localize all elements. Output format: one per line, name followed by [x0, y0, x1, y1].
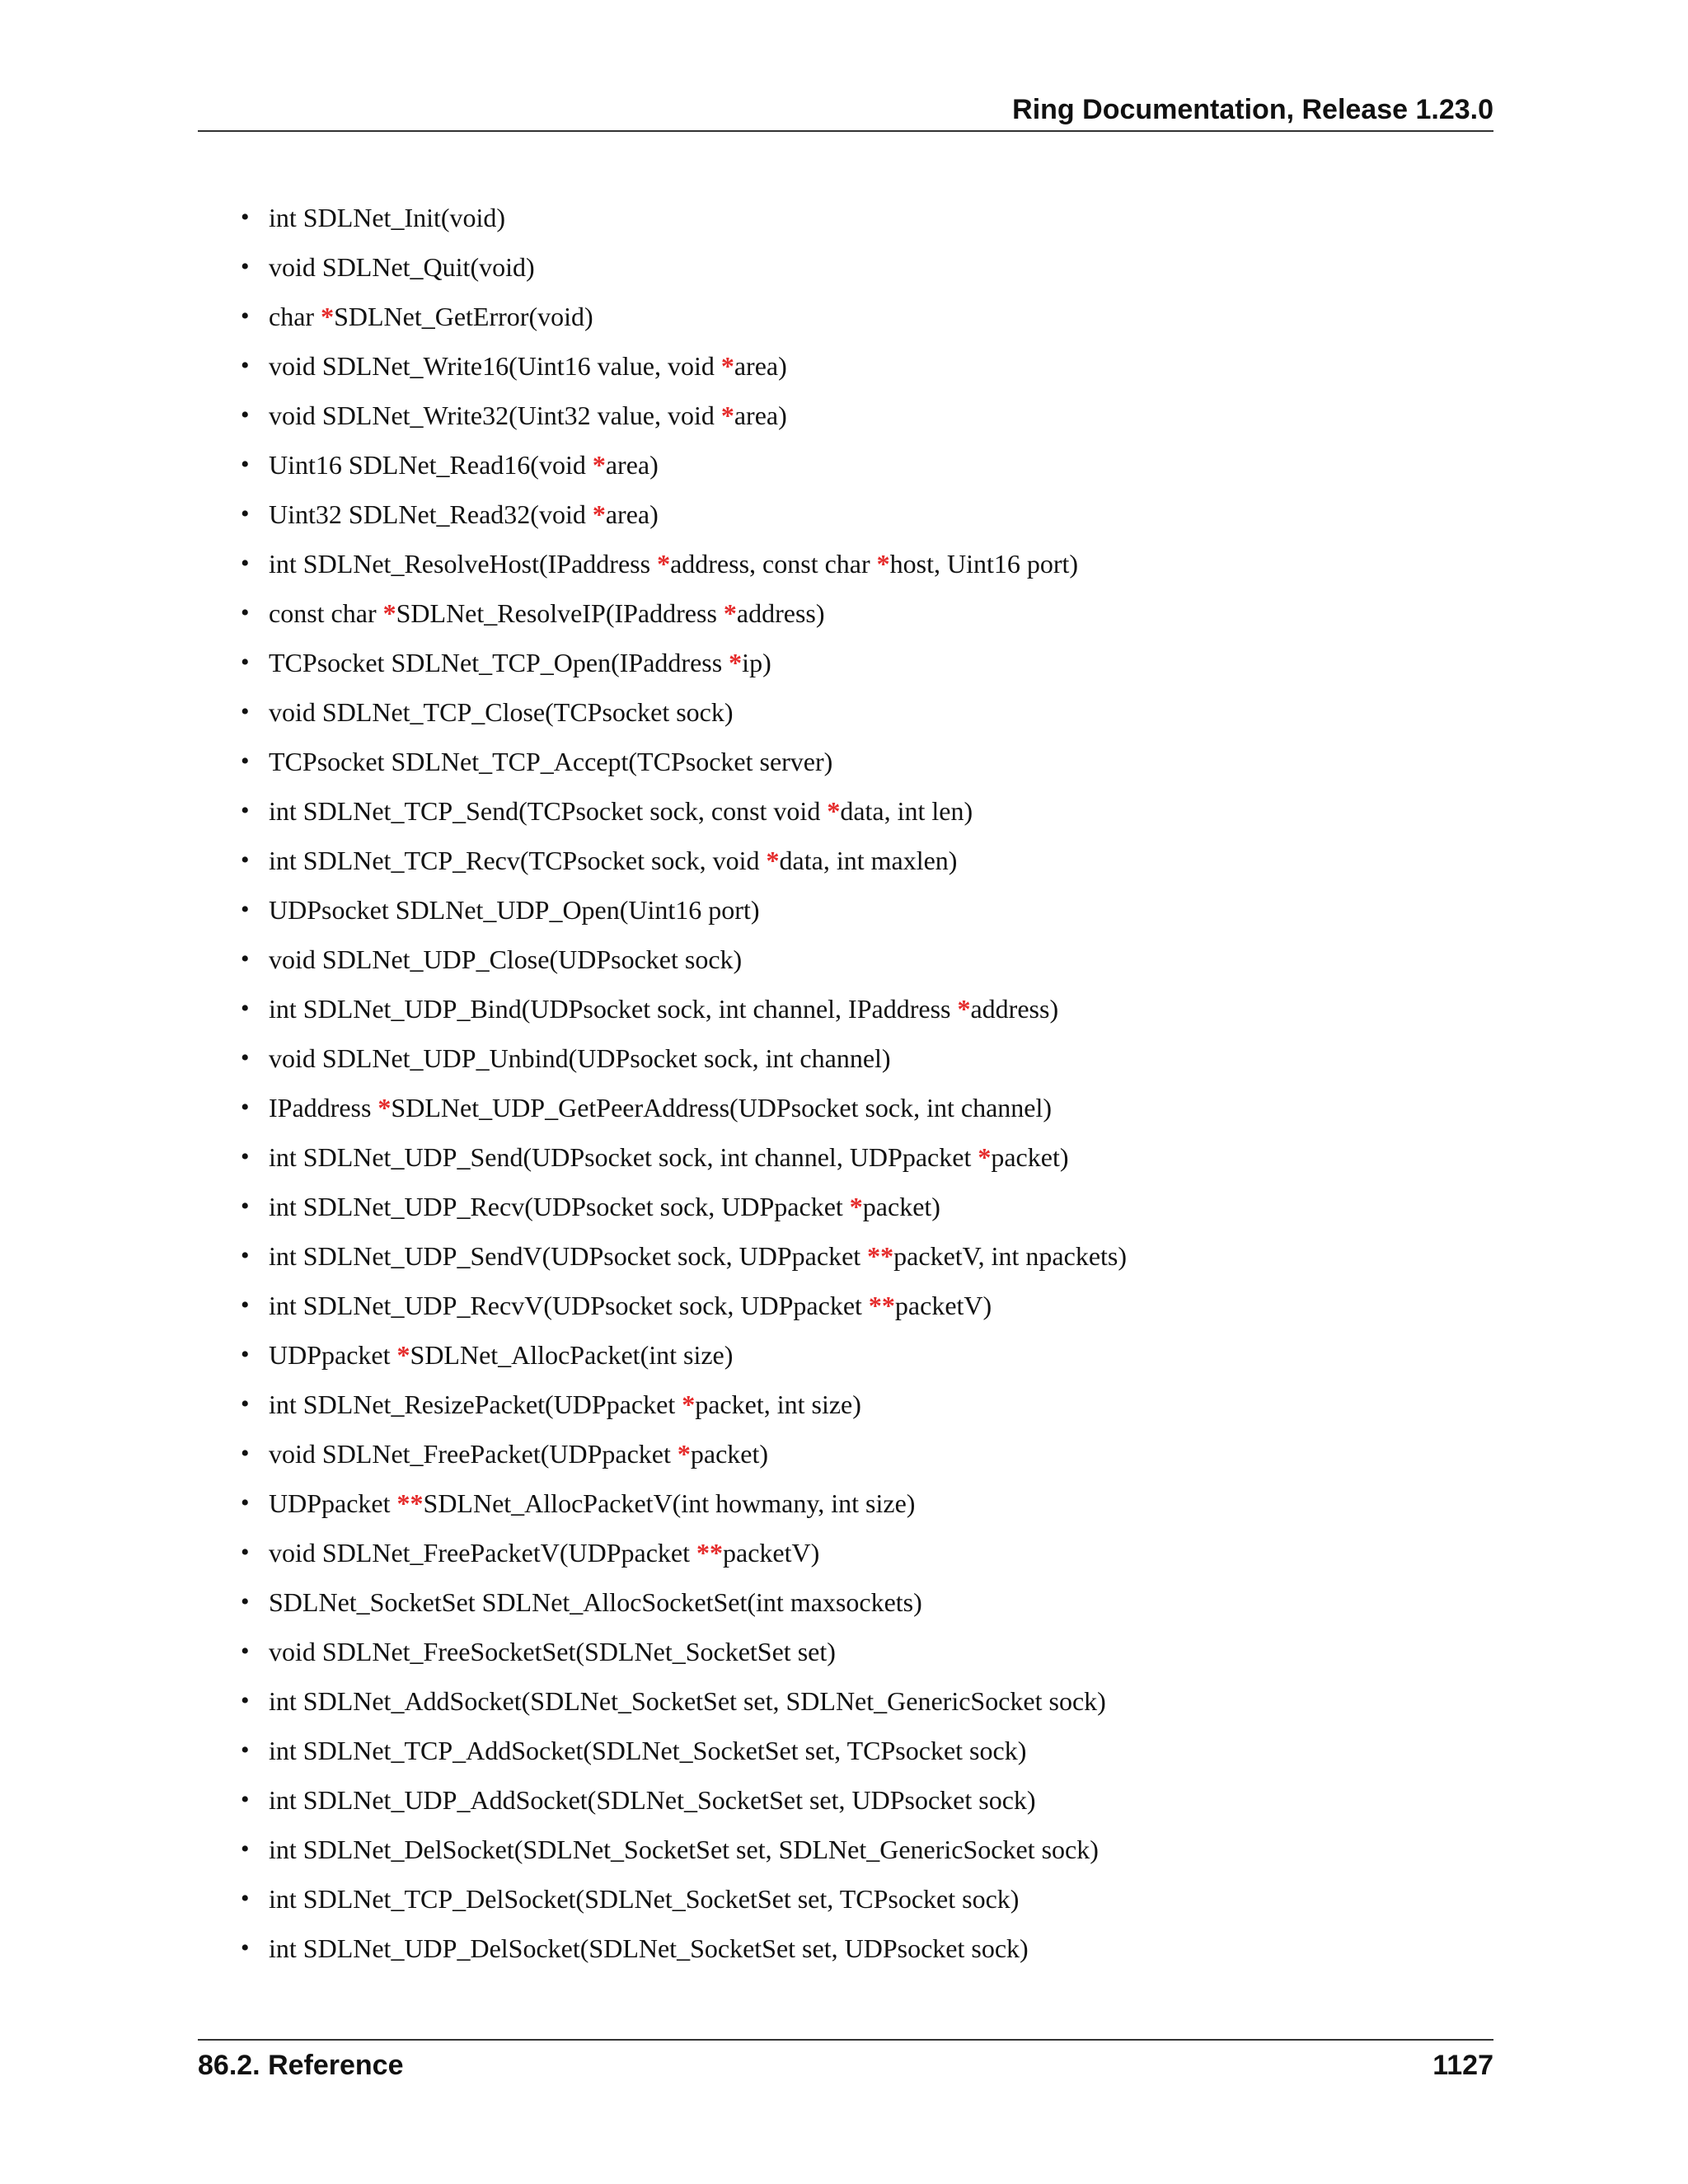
pointer-star: *	[766, 846, 780, 875]
function-signature-item	[241, 640, 1477, 689]
bullet-icon: •	[241, 846, 250, 874]
footer-rule	[198, 2039, 1493, 2041]
function-signature-item	[241, 1282, 1477, 1332]
signature-text: void SDLNet_FreePacketV(UDPpacket	[269, 1538, 696, 1568]
bullet-icon: •	[241, 1835, 250, 1863]
bullet-icon: •	[241, 1736, 250, 1764]
function-signature-item	[241, 1777, 1477, 1826]
bullet-icon: •	[241, 1044, 250, 1071]
function-signature-item	[241, 936, 1477, 986]
document-title: Ring Documentation, Release 1.23.0	[1012, 94, 1493, 125]
function-signature-item	[241, 1678, 1477, 1727]
signature-text: UDPpacket	[269, 1488, 397, 1518]
function-signature-item	[241, 590, 1477, 640]
function-signature-item	[241, 738, 1477, 788]
signature-text: int SDLNet_UDP_DelSocket(SDLNet_SocketSet set, UDPsocket sock)	[269, 1933, 1029, 1963]
signature-text: void SDLNet_Quit(void)	[269, 252, 535, 282]
bullet-icon: •	[241, 352, 250, 379]
function-signature-item	[241, 788, 1477, 837]
signature-text: packetV, int npackets)	[893, 1241, 1128, 1271]
signature-text: address)	[970, 994, 1059, 1024]
bullet-icon: •	[241, 1539, 250, 1566]
signature-text: UDPpacket	[269, 1340, 397, 1370]
bullet-icon: •	[241, 204, 250, 231]
signature-text: packet)	[862, 1192, 940, 1221]
function-signature-item	[241, 1727, 1477, 1777]
signature-text: packet)	[991, 1142, 1069, 1172]
signature-text: Uint32 SDLNet_Read32(void	[269, 499, 593, 529]
function-signature-item	[241, 541, 1477, 590]
pointer-star: *	[723, 598, 737, 628]
bullet-icon: •	[241, 550, 250, 577]
function-signature-item	[241, 1480, 1477, 1530]
signature-text: int SDLNet_TCP_Send(TCPsocket sock, const void	[269, 796, 828, 826]
signature-text: int SDLNet_AddSocket(SDLNet_SocketSet set, SDLNet_GenericSocket sock)	[269, 1686, 1106, 1716]
function-signature-item	[241, 1332, 1477, 1381]
bullet-icon: •	[241, 896, 250, 923]
signature-text: area)	[605, 450, 659, 480]
pointer-star: *	[592, 450, 606, 480]
pointer-star: *	[849, 1192, 863, 1221]
signature-text: char	[269, 302, 321, 331]
signature-text: data, int maxlen)	[779, 846, 958, 875]
function-list	[241, 194, 1477, 1975]
pointer-star: *	[396, 1340, 410, 1370]
function-signature-item	[241, 1134, 1477, 1183]
signature-text: area)	[605, 499, 659, 529]
signature-text: TCPsocket SDLNet_TCP_Accept(TCPsocket server)	[269, 747, 833, 776]
function-signature-item	[241, 343, 1477, 392]
function-signature-item	[241, 293, 1477, 343]
bullet-icon: •	[241, 1193, 250, 1220]
signature-text: packetV)	[894, 1291, 992, 1320]
signature-text: SDLNet_SocketSet SDLNet_AllocSocketSet(int maxsockets)	[269, 1587, 922, 1617]
bullet-icon: •	[241, 1341, 250, 1368]
signature-text: void SDLNet_UDP_Unbind(UDPsocket sock, int channel)	[269, 1043, 891, 1073]
bullet-icon: •	[241, 1885, 250, 1912]
bullet-icon: •	[241, 1588, 250, 1615]
function-signature-item	[241, 1925, 1477, 1975]
signature-text: SDLNet_ResolveIP(IPaddress	[396, 598, 724, 628]
bullet-icon: •	[241, 1786, 250, 1813]
signature-text: host, Uint16 port)	[889, 549, 1079, 579]
pointer-star: *	[657, 549, 671, 579]
function-signature-item	[241, 442, 1477, 491]
signature-text: SDLNet_AllocPacket(int size)	[410, 1340, 734, 1370]
function-signature-item	[241, 1183, 1477, 1233]
signature-text: int SDLNet_UDP_AddSocket(SDLNet_SocketSet set, UDPsocket sock)	[269, 1785, 1036, 1815]
signature-text: data, int len)	[840, 796, 973, 826]
pointer-star: *	[729, 648, 743, 677]
signature-text: void SDLNet_Write32(Uint32 value, void	[269, 401, 721, 430]
function-signature-item	[241, 1579, 1477, 1629]
function-signature-item	[241, 1035, 1477, 1085]
running-header	[198, 89, 1493, 130]
function-signature-item	[241, 1381, 1477, 1431]
signature-text: IPaddress	[269, 1093, 378, 1122]
bullet-icon: •	[241, 1934, 250, 1961]
signature-text: int SDLNet_UDP_Recv(UDPsocket sock, UDPpacket	[269, 1192, 850, 1221]
bullet-icon: •	[241, 599, 250, 626]
function-signature-item	[241, 986, 1477, 1035]
bullet-icon: •	[241, 797, 250, 824]
signature-text: area)	[734, 401, 787, 430]
signature-text: void SDLNet_FreePacket(UDPpacket	[269, 1439, 678, 1469]
signature-text: int SDLNet_Init(void)	[269, 203, 506, 232]
signature-text: SDLNet_UDP_GetPeerAddress(UDPsocket sock, int channel)	[391, 1093, 1053, 1122]
pointer-star: *	[720, 401, 734, 430]
running-footer	[198, 2042, 1493, 2088]
signature-text: int SDLNet_UDP_RecvV(UDPsocket sock, UDPpacket	[269, 1291, 869, 1320]
signature-text: TCPsocket SDLNet_TCP_Open(IPaddress	[269, 648, 729, 677]
bullet-icon: •	[241, 451, 250, 478]
signature-text: packetV)	[722, 1538, 820, 1568]
signature-text: address, const char	[670, 549, 877, 579]
bullet-icon: •	[241, 995, 250, 1022]
bullet-icon: •	[241, 1143, 250, 1170]
bullet-icon: •	[241, 302, 250, 330]
bullet-icon: •	[241, 649, 250, 676]
function-signature-item	[241, 1826, 1477, 1876]
pointer-star: **	[396, 1488, 424, 1518]
pointer-star: *	[321, 302, 335, 331]
function-signature-item	[241, 1629, 1477, 1678]
page-number: 1127	[1432, 2050, 1493, 2081]
signature-text: Uint16 SDLNet_Read16(void	[269, 450, 593, 480]
section-label: 86.2. Reference	[198, 2050, 404, 2081]
signature-text: int SDLNet_ResizePacket(UDPpacket	[269, 1390, 682, 1419]
pointer-star: **	[868, 1291, 895, 1320]
bullet-icon: •	[241, 401, 250, 429]
function-signature-item	[241, 194, 1477, 244]
signature-text: SDLNet_AllocPacketV(int howmany, int size)	[423, 1488, 916, 1518]
function-signature-item	[241, 1431, 1477, 1480]
function-signature-item	[241, 837, 1477, 887]
bullet-icon: •	[241, 1440, 250, 1467]
function-signature-item	[241, 1876, 1477, 1925]
signature-text: UDPsocket SDLNet_UDP_Open(Uint16 port)	[269, 895, 760, 925]
bullet-icon: •	[241, 698, 250, 725]
pointer-star: *	[720, 351, 734, 381]
bullet-icon: •	[241, 500, 250, 527]
pointer-star: *	[592, 499, 606, 529]
function-signature-item	[241, 689, 1477, 738]
bullet-icon: •	[241, 945, 250, 972]
signature-text: void SDLNet_FreeSocketSet(SDLNet_SocketSet set)	[269, 1637, 836, 1666]
signature-text: void SDLNet_UDP_Close(UDPsocket sock)	[269, 944, 743, 974]
pointer-star: *	[682, 1390, 696, 1419]
signature-text: int SDLNet_TCP_DelSocket(SDLNet_SocketSet set, TCPsocket sock)	[269, 1884, 1020, 1914]
signature-text: int SDLNet_UDP_Send(UDPsocket sock, int channel, UDPpacket	[269, 1142, 978, 1172]
bullet-icon: •	[241, 1638, 250, 1665]
signature-text: area)	[734, 351, 787, 381]
function-signature-item	[241, 1530, 1477, 1579]
signature-text: void SDLNet_TCP_Close(TCPsocket sock)	[269, 697, 734, 727]
function-signature-item	[241, 1085, 1477, 1134]
signature-text: address)	[736, 598, 825, 628]
signature-text: SDLNet_GetError(void)	[334, 302, 593, 331]
signature-text: int SDLNet_TCP_AddSocket(SDLNet_SocketSet set, TCPsocket sock)	[269, 1736, 1027, 1765]
pointer-star: *	[957, 994, 971, 1024]
signature-text: int SDLNet_UDP_SendV(UDPsocket sock, UDPpacket	[269, 1241, 868, 1271]
function-signature-item	[241, 887, 1477, 936]
signature-text: void SDLNet_Write16(Uint16 value, void	[269, 351, 721, 381]
pointer-star: *	[377, 1093, 392, 1122]
function-signature-item	[241, 491, 1477, 541]
pointer-star: **	[696, 1538, 723, 1568]
bullet-icon: •	[241, 1687, 250, 1714]
signature-text: packet)	[690, 1439, 769, 1469]
bullet-icon: •	[241, 748, 250, 775]
function-signature-item	[241, 244, 1477, 293]
pointer-star: **	[867, 1241, 894, 1271]
bullet-icon: •	[241, 1242, 250, 1269]
pointer-star: *	[876, 549, 890, 579]
function-signature-item	[241, 1233, 1477, 1282]
function-signature-item	[241, 392, 1477, 442]
signature-text: int SDLNet_ResolveHost(IPaddress	[269, 549, 658, 579]
bullet-icon: •	[241, 253, 250, 280]
signature-text: int SDLNet_TCP_Recv(TCPsocket sock, void	[269, 846, 767, 875]
bullet-icon: •	[241, 1094, 250, 1121]
signature-text: int SDLNet_DelSocket(SDLNet_SocketSet set, SDLNet_GenericSocket sock)	[269, 1835, 1099, 1864]
signature-text: packet, int size)	[695, 1390, 861, 1419]
pointer-star: *	[677, 1439, 691, 1469]
bullet-icon: •	[241, 1390, 250, 1418]
pointer-star: *	[978, 1142, 992, 1172]
header-rule	[198, 130, 1493, 132]
signature-text: int SDLNet_UDP_Bind(UDPsocket sock, int channel, IPaddress	[269, 994, 958, 1024]
bullet-icon: •	[241, 1291, 250, 1319]
pointer-star: *	[827, 796, 841, 826]
signature-text: const char	[269, 598, 383, 628]
signature-text: ip)	[742, 648, 771, 677]
pointer-star: *	[382, 598, 396, 628]
bullet-icon: •	[241, 1489, 250, 1516]
